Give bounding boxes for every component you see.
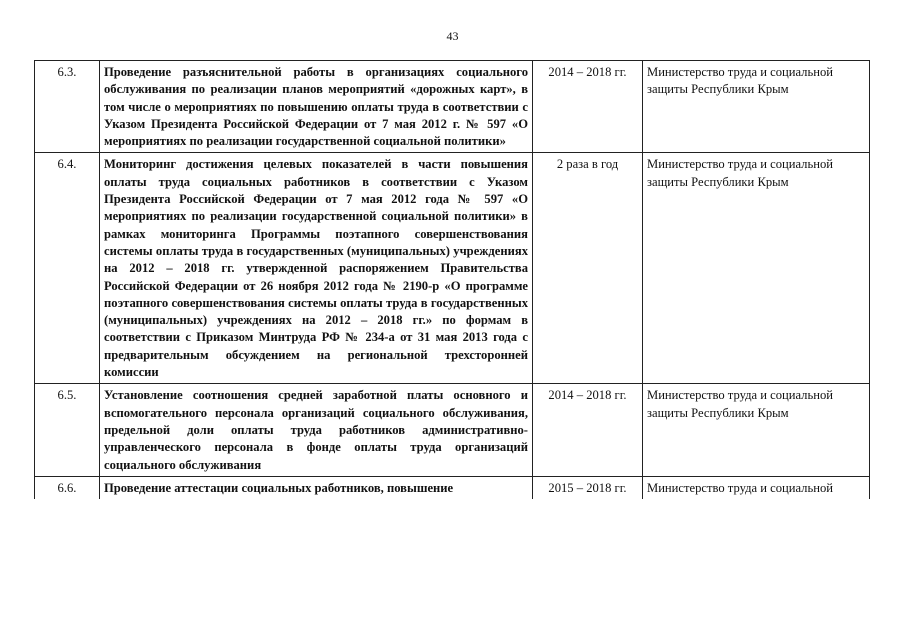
table-row xyxy=(35,384,870,476)
responsible-cell: Министерство труда и социальной защиты Республики Крым xyxy=(643,153,870,384)
term-cell: 2 раза в год xyxy=(533,153,643,384)
table-row xyxy=(35,61,870,153)
row-number: 6.3. xyxy=(35,61,100,153)
term-cell: 2014 – 2018 гг. xyxy=(533,384,643,476)
activities-table xyxy=(34,60,870,499)
table-row xyxy=(35,153,870,384)
row-number: 6.5. xyxy=(35,384,100,476)
activity-text: Проведение аттестации социальных работников, повышение xyxy=(100,476,533,499)
responsible-cell: Министерство труда и социальной защиты Республики Крым xyxy=(643,384,870,476)
table-row xyxy=(35,476,870,499)
responsible-cell: Министерство труда и социальной защиты Республики Крым xyxy=(643,61,870,153)
page-number: 43 xyxy=(446,29,459,43)
activity-text: Мониторинг достижения целевых показателей в части повышения оплаты труда социальных работников в соответствии с Указом Президента Российской Федерации от 7 мая 2012 года № 597 «О мероприятиях по реализации государственной социальной политики» в рамках мониторинга Программы поэтапного совершенствования системы оплаты труда в государственных (муниципальных) учреждениях на 2012 – 2018 гг. утвержденной распоряжением Правительства Российской Федерации от 26 ноября 2012 года № 2190-р «О программе поэтапного совершенствования системы оплаты труда в государственных (муниципальных) учреждениях на 2012 – 2018 гг.» по формам в соответствии с Приказом Минтруда РФ № 234-а от 31 мая 2013 года с предварительным обсуждением на региональной трехсторонней комиссии xyxy=(100,153,533,384)
term-cell: 2014 – 2018 гг. xyxy=(533,61,643,153)
row-number: 6.4. xyxy=(35,153,100,384)
activity-text: Проведение разъяснительной работы в организациях социального обслуживания по реализации планов мероприятий «дорожных карт», в том числе о мероприятиях по повышению оплаты труда в соответствии с Указом Президента Российской Федерации от 7 мая 2012 г. № 597 «О мероприятиях по реализации государственной социальной политики» xyxy=(100,61,533,153)
term-cell: 2015 – 2018 гг. xyxy=(533,476,643,499)
responsible-cell: Министерство труда и социальной xyxy=(643,476,870,499)
row-number: 6.6. xyxy=(35,476,100,499)
activity-text: Установление соотношения средней заработной платы основного и вспомогательного персонала организаций социального обслуживания, предельной доли оплаты труда работников административно-управленческого персонала в фонде оплаты труда организаций социального обслуживания xyxy=(100,384,533,476)
